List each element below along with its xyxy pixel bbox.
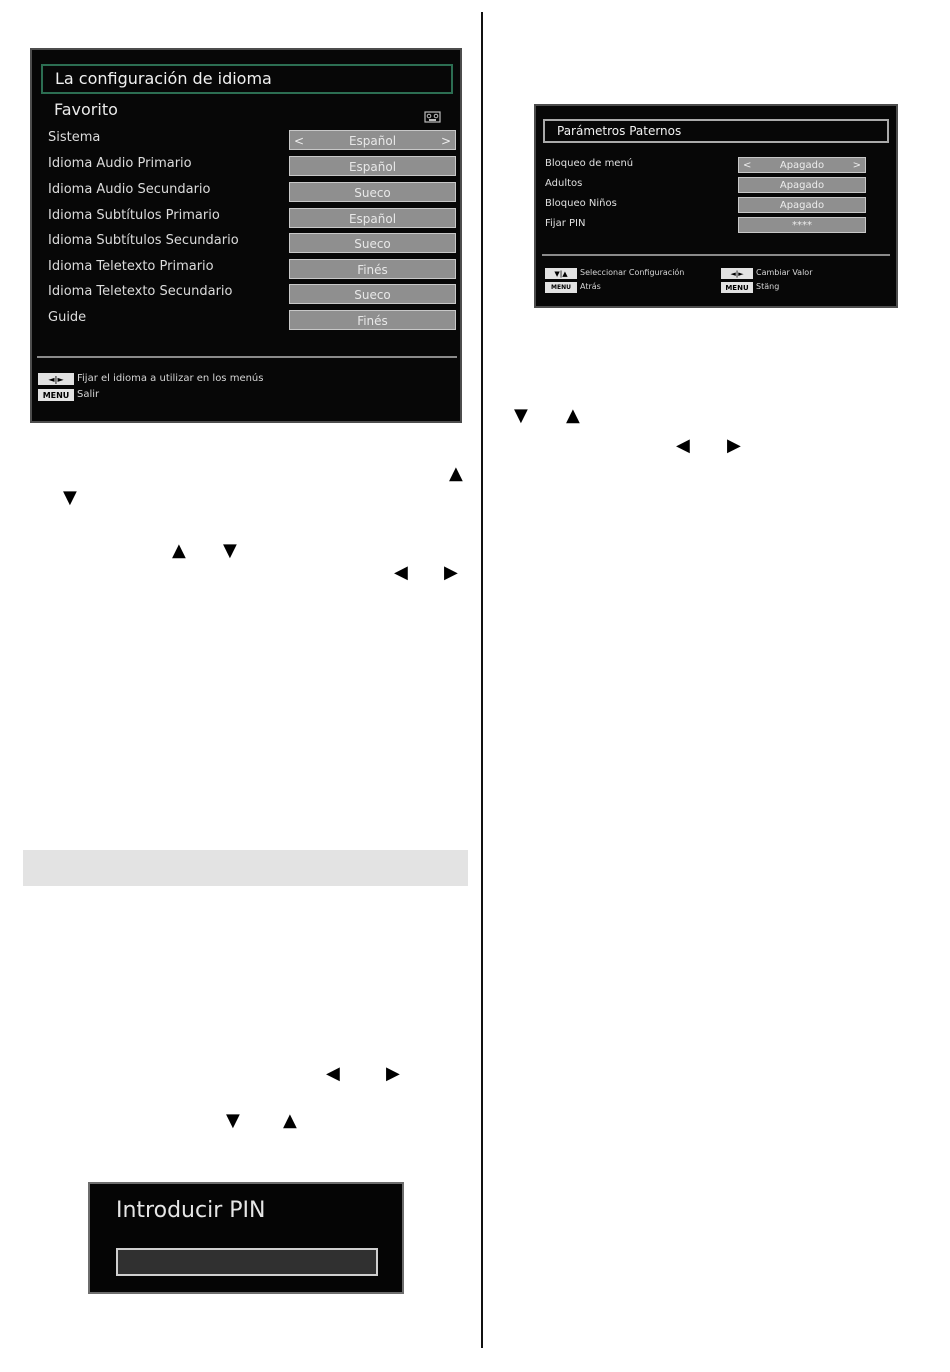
language-row-label: Idioma Subtítulos Primario — [48, 208, 220, 223]
parental-row-value[interactable]: Apagado — [738, 177, 866, 193]
down-arrow-icon: ▼ — [514, 405, 528, 426]
parental-row-label: Bloqueo de menú — [545, 158, 634, 169]
language-row-value[interactable]: Español — [289, 156, 456, 176]
hint-text: Fijar el idioma a utilizar en los menús — [77, 373, 264, 384]
down-arrow-icon: ▼ — [223, 540, 237, 561]
cassette-icon — [424, 110, 444, 128]
hint-text: Cambiar Valor — [756, 268, 813, 277]
value-text: Apagado — [779, 160, 825, 171]
language-row-value-selected[interactable] — [289, 130, 456, 150]
language-row-value[interactable]: Sueco — [289, 182, 456, 202]
arrow-left-icon[interactable]: < — [294, 134, 305, 148]
menu-key-icon: MENU — [38, 389, 74, 401]
language-row-value[interactable]: Sueco — [289, 284, 456, 304]
hint-text: Stäng — [756, 282, 780, 291]
parental-row-label: Fijar PIN — [545, 218, 586, 229]
arrow-right-icon[interactable]: > — [440, 134, 451, 148]
hint-separator — [542, 254, 890, 256]
down-arrow-icon: ▼ — [63, 487, 77, 508]
parental-row-value[interactable]: **** — [738, 217, 866, 233]
language-row-label: Idioma Audio Secundario — [48, 182, 211, 197]
right-arrow-icon: ▶ — [444, 562, 458, 583]
arrow-right-icon[interactable]: > — [852, 160, 861, 171]
language-row-label: Idioma Audio Primario — [48, 156, 192, 171]
up-arrow-icon: ▲ — [283, 1110, 297, 1131]
language-row-value[interactable]: Finés — [289, 259, 456, 279]
left-right-key-icon: ◄|► — [721, 268, 753, 279]
language-row-label: Idioma Teletexto Primario — [48, 259, 214, 274]
hint-text: Salir — [77, 389, 100, 400]
parental-row-label: Adultos — [545, 178, 583, 189]
parental-settings-screen — [534, 104, 898, 308]
screen-title: La configuración de idioma — [41, 64, 453, 94]
language-row-value[interactable]: Español — [289, 208, 456, 228]
language-row-value[interactable]: Sueco — [289, 233, 456, 253]
value-text: Español — [348, 134, 397, 148]
up-arrow-icon: ▲ — [172, 540, 186, 561]
hint-text: Atrás — [580, 282, 601, 291]
pin-label: Introducir PIN — [116, 1198, 266, 1223]
language-row-value[interactable]: Finés — [289, 310, 456, 330]
favorite-label: Favorito — [54, 100, 118, 119]
arrow-left-icon[interactable]: < — [743, 160, 752, 171]
language-settings-screen — [30, 48, 462, 423]
up-arrow-icon: ▲ — [449, 463, 463, 484]
hint-separator — [37, 356, 457, 358]
left-arrow-icon: ◀ — [326, 1063, 340, 1084]
up-arrow-icon: ▲ — [566, 405, 580, 426]
section-header-bar — [23, 850, 468, 886]
pin-dialog — [88, 1182, 404, 1294]
right-arrow-icon: ▶ — [386, 1063, 400, 1084]
down-arrow-icon: ▼ — [226, 1110, 240, 1131]
parental-row-value-selected[interactable] — [738, 157, 866, 173]
right-arrow-icon: ▶ — [727, 435, 741, 456]
screen-title: Parámetros Paternos — [543, 119, 889, 143]
parental-row-label: Bloqueo Niños — [545, 198, 617, 209]
language-row-label: Idioma Teletexto Secundario — [48, 284, 233, 299]
language-row-label: Guide — [48, 310, 87, 325]
menu-key-icon: MENU — [721, 282, 753, 293]
language-row-label: Sistema — [48, 130, 101, 145]
menu-key-icon: MENU — [545, 282, 577, 293]
left-arrow-icon: ◀ — [394, 562, 408, 583]
left-arrow-icon: ◀ — [676, 435, 690, 456]
column-divider — [481, 12, 483, 1348]
down-up-key-icon: ▼|▲ — [545, 268, 577, 279]
left-right-key-icon: ◄|► — [38, 373, 74, 385]
hint-text: Seleccionar Configuración — [580, 268, 685, 277]
parental-row-value[interactable]: Apagado — [738, 197, 866, 213]
pin-input[interactable] — [116, 1248, 378, 1276]
language-row-label: Idioma Subtítulos Secundario — [48, 233, 239, 248]
